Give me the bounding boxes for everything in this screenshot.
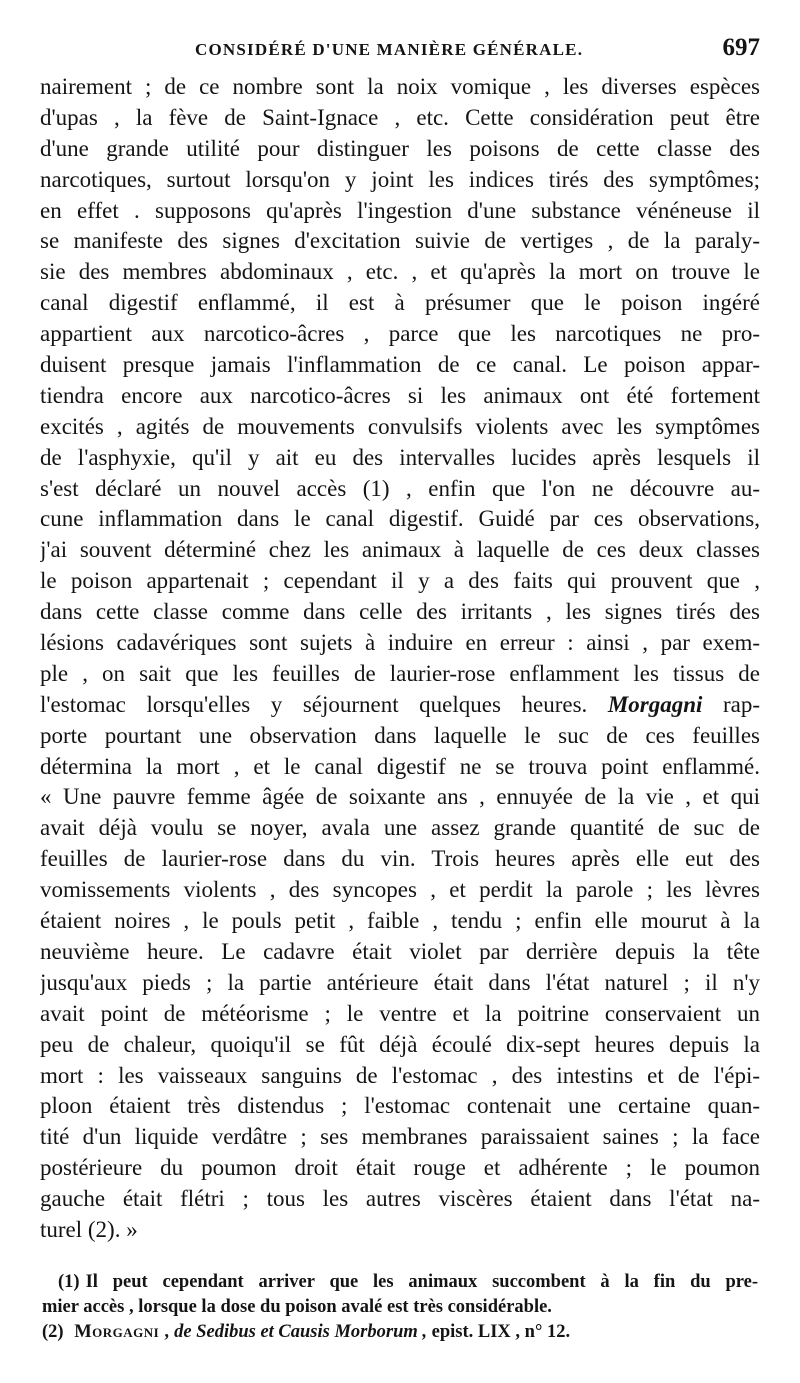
text-line: d'une grande utilité pour distinguer les poisons de cette classe des [40,135,760,161]
text-line: j'ai souvent déterminé chez les animaux à laquelle de ces deux classes [40,537,760,563]
text-line: nairement ; de ce nombre sont la noix vomique , les diverses espèces [40,74,760,99]
footnote-marker: (1) [58,1272,80,1292]
footnote-title: de Sedibus et Causis Morborum , [174,1322,427,1342]
text-line: s'est déclaré un nouvel accès (1) , enfin que l'on ne découvre au- [40,475,760,501]
text-line: sie des membres abdominaux , etc. , et qu'après la mort on trouve le [40,259,760,285]
footnote-author: Morgagni , [74,1322,170,1342]
footnote-marker: (2) [42,1322,64,1342]
text-line: narcotiques, surtout lorsqu'on y joint les indices tirés des symptômes; [40,166,760,192]
italic-author-name: Morgagni [607,691,703,717]
text-segment: rap- [702,691,760,717]
footnotes [42,1270,758,1345]
text-line: se manifeste des signes d'excitation suivie de vertiges , de la paraly- [40,228,760,254]
text-line: gauche était flétri ; tous les autres viscères étaient dans l'état na- [40,1186,760,1212]
page-header [40,34,760,64]
footnote-2-line [42,1320,758,1345]
text-line: d'upas , la fève de Saint-Ignace , etc. Cette considération peut être [40,104,760,130]
footnote-text: Il peut cependant arriver que les animaux succombent à la fin du pre- [85,1272,758,1292]
running-head: CONSIDÉRÉ D'UNE MANIÈRE GÉNÉRALE. [195,40,584,59]
page-number: 697 [722,34,760,61]
text-line: en effet . supposons qu'après l'ingestion d'une substance vénéneuse il [40,197,760,223]
text-line: feuilles de laurier-rose dans du vin. Trois heures après elle eut des [40,846,760,872]
text-line: vomissements violents , des syncopes , et perdit la parole ; les lèvres [40,877,760,903]
footnote-text: epist. LIX , n° 12. [431,1322,571,1342]
text-line: appartient aux narcotico-âcres , parce que les narcotiques ne pro- [40,321,760,347]
text-line: neuvième heure. Le cadavre était violet par derrière depuis la tête [40,938,760,964]
text-line: jusqu'aux pieds ; la partie antérieure était dans l'état naturel ; il n'y [40,969,760,995]
footnote-1-line [58,1270,758,1295]
text-line: duisent presque jamais l'inflammation de ce canal. Le poison appar- [40,352,760,378]
text-line: lésions cadavériques sont sujets à induire en erreur : ainsi , par exem- [40,630,760,656]
text-line: étaient noires , le pouls petit , faible , tendu ; enfin elle mourut à la [40,908,760,934]
text-line: tité d'un liquide verdâtre ; ses membranes paraissaient saines ; la face [40,1124,760,1150]
text-line: turel (2). » [40,1216,138,1242]
text-line: excités , agités de mouvements convulsifs violents avec les symptômes [40,413,760,439]
text-line: de l'asphyxie, qu'il y ait eu des intervalles lucides après lesquels il [40,444,760,470]
text-line: cune inflammation dans le canal digestif. Guidé par ces observations, [40,506,760,532]
text-line: canal digestif enflammé, il est à présumer que le poison ingéré [40,290,760,316]
text-line: dans cette classe comme dans celle des irritants , les signes tirés des [40,599,760,625]
text-line: détermina la mort , et le canal digestif ne se trouva point enflammé. [40,753,760,779]
footnote-1-line: mier accès , lorsque la dose du poison avalé est très considérable. [42,1297,552,1317]
text-line: peu de chaleur, quoiqu'il se fût déjà écoulé dix-sept heures depuis la [40,1031,760,1057]
text-line: postérieure du poumon droit était rouge et adhérente ; le poumon [40,1155,760,1181]
text-line: avait point de météorisme ; le ventre et la poitrine conservaient un [40,1000,760,1026]
text-segment: l'estomac lorsqu'elles y séjournent quelques heures. [40,691,588,717]
text-line-morgagni [40,690,760,721]
text-line: avait déjà voulu se noyer, avala une assez grande quantité de suc de [40,815,760,841]
body-text [40,72,760,1246]
text-line: porte pourtant une observation dans laquelle le suc de ces feuilles [40,722,760,748]
text-line: ple , on sait que les feuilles de laurier-rose enflamment les tissus de [40,660,760,686]
text-line: ploon étaient très distendus ; l'estomac contenait une certaine quan- [40,1093,760,1119]
text-line: « Une pauvre femme âgée de soixante ans , ennuyée de la vie , et qui [40,784,760,810]
text-line: tiendra encore aux narcotico-âcres si les animaux ont été fortement [40,382,760,408]
text-line: le poison appartenait ; cependant il y a des faits qui prouvent que , [40,568,760,594]
text-line: mort : les vaisseaux sanguins de l'estomac , des intestins et de l'épi- [40,1062,760,1088]
